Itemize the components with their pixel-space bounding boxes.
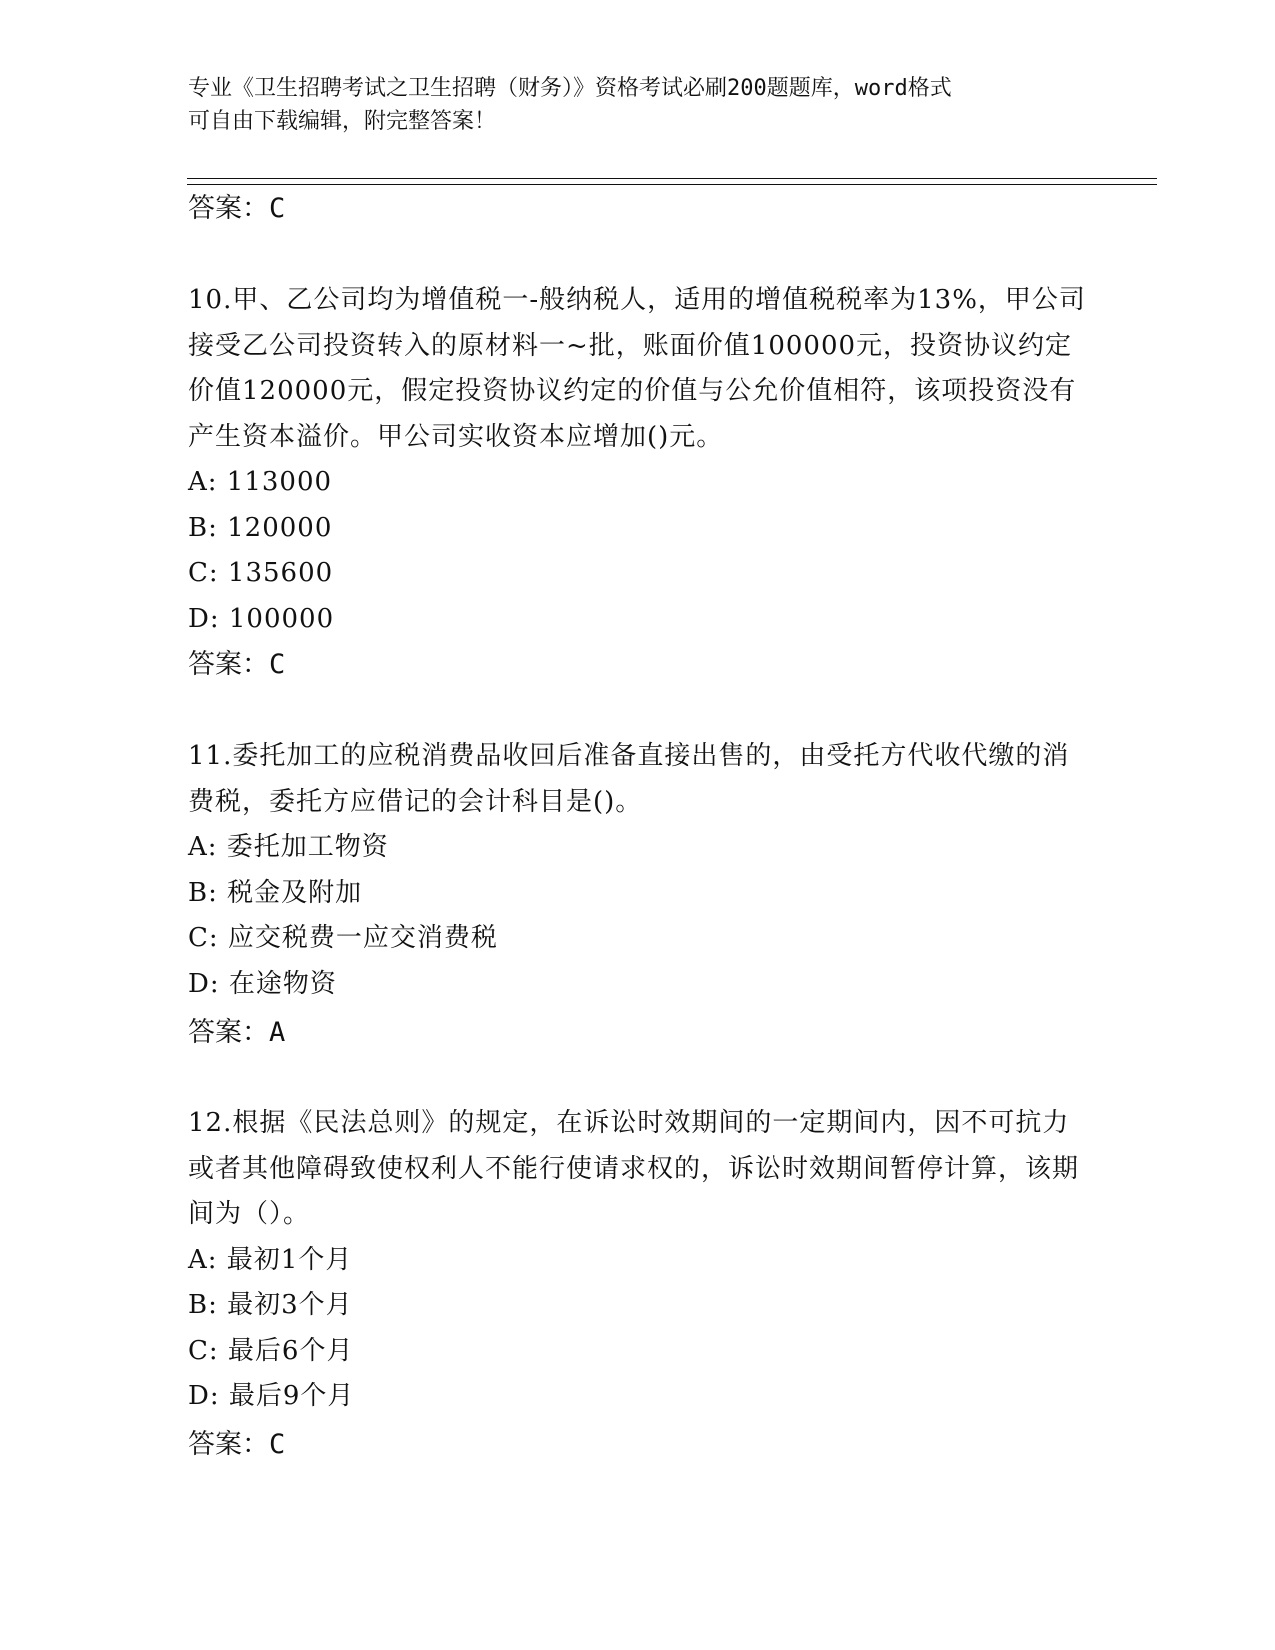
header-line-2: 可自由下载编辑，附完整答案！ bbox=[188, 109, 497, 134]
option-c: C: 最后6个月 bbox=[188, 1335, 354, 1366]
question-11 bbox=[188, 734, 1088, 1007]
question-10 bbox=[188, 278, 1088, 642]
answer-label: 答案： bbox=[188, 193, 269, 224]
answer-label: 答案： bbox=[188, 1429, 269, 1460]
answer-value: C bbox=[269, 193, 286, 224]
answer-label: 答案： bbox=[188, 649, 269, 680]
question-text: 11.委托加工的应税消费品收回后准备直接出售的，由受托方代收代缴的消费税，委托方应借记的会计科目是()。 bbox=[188, 741, 1070, 817]
option-b: B: 120000 bbox=[188, 512, 333, 543]
question-text: 12.根据《民法总则》的规定，在诉讼时效期间的一定期间内，因不可抗力或者其他障碍致使权利人不能行使请求权的，诉讼时效期间暂停计算，该期间为（）。 bbox=[188, 1108, 1080, 1229]
option-c: C: 应交税费一应交消费税 bbox=[188, 923, 498, 953]
answer-label: 答案： bbox=[188, 1017, 269, 1048]
header-divider-top bbox=[187, 178, 1157, 179]
answer-10 bbox=[188, 648, 285, 682]
answer-value: C bbox=[269, 1429, 286, 1460]
option-b: B: 税金及附加 bbox=[188, 877, 363, 908]
answer-value: C bbox=[269, 649, 286, 680]
answer-12 bbox=[188, 1428, 285, 1462]
answer-11 bbox=[188, 1016, 285, 1050]
option-a: A: 113000 bbox=[188, 467, 333, 497]
option-c: C: 135600 bbox=[188, 558, 334, 588]
header-line-1: 专业《卫生招聘考试之卫生招聘（财务）》资格考试必刷200题题库，word格式 bbox=[188, 76, 952, 101]
header-divider-bottom bbox=[187, 184, 1157, 185]
option-a: A: 委托加工物资 bbox=[188, 832, 389, 862]
page-header bbox=[188, 72, 1068, 138]
answer-value: A bbox=[269, 1017, 286, 1048]
question-text: 10.甲、乙公司均为增值税一-般纳税人，适用的增值税税率为13%，甲公司接受乙公司投资转入的原材料一~批，账面价值100000元，投资协议约定价值120000元，假定投资协议约定的价值与公允价值相符，该项投资没有产生资本溢价。甲公司实收资本应增加()元。 bbox=[188, 285, 1086, 452]
option-b: B: 最初3个月 bbox=[188, 1290, 353, 1320]
option-d: D: 100000 bbox=[188, 603, 335, 634]
option-a: A: 最初1个月 bbox=[188, 1244, 353, 1275]
question-12 bbox=[188, 1101, 1088, 1420]
option-d: D: 在途物资 bbox=[188, 968, 337, 999]
previous-answer bbox=[188, 192, 285, 226]
option-d: D: 最后9个月 bbox=[188, 1381, 355, 1411]
